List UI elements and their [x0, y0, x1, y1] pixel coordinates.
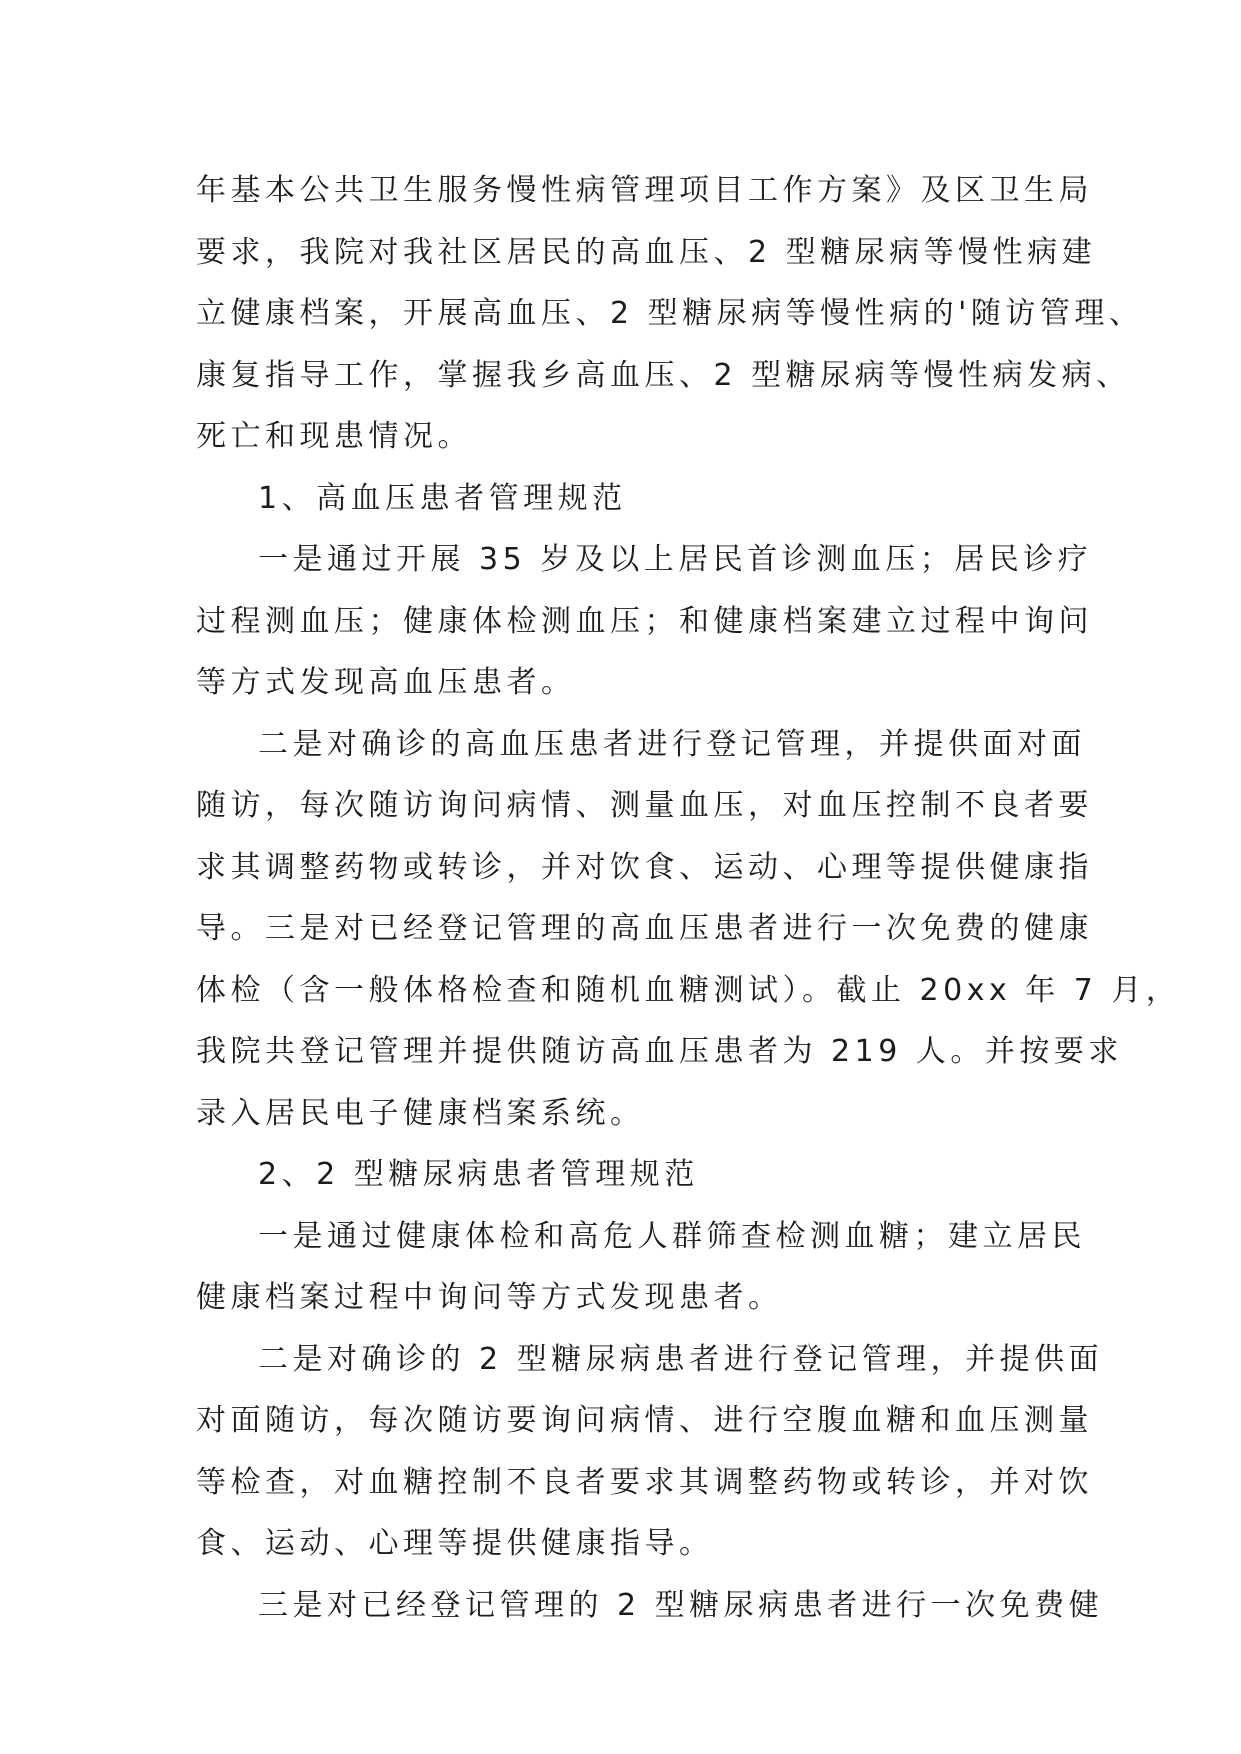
text-line: 死亡和现患情况。	[196, 419, 472, 454]
paragraph-first-line: 三是对已经登记管理的 2 型糖尿病患者进行一次免费健	[258, 1587, 1104, 1623]
text-line: 随访，每次随访询问病情、测量血压，对血压控制不良者要	[196, 788, 1093, 823]
section-heading: 1、高血压患者管理规范	[258, 480, 627, 516]
text-line: 康复指导工作，掌握我乡高血压、2 型糖尿病等慢性病发病、	[196, 357, 1131, 393]
text-line: 导。三是对已经登记管理的高血压患者进行一次免费的健康	[196, 911, 1093, 946]
text-line: 等方式发现高血压患者。	[196, 665, 576, 700]
text-line: 等检查，对血糖控制不良者要求其调整药物或转诊，并对饮	[196, 1464, 1093, 1500]
text-line: 要求，我院对我社区居民的高血压、2 型糖尿病等慢性病建	[196, 234, 1097, 270]
document-body	[196, 160, 1181, 1636]
text-line: 过程测血压；健康体检测血压；和健康档案建立过程中询问	[196, 603, 1093, 639]
text-line: 体检（含一般体格检查和随机血糖测试）。截止 20xx 年 7 月，	[196, 972, 1181, 1008]
text-line: 求其调整药物或转诊，并对饮食、运动、心理等提供健康指	[196, 849, 1093, 885]
paragraph-first-line: 二是对确诊的 2 型糖尿病患者进行登记管理，并提供面	[258, 1341, 1104, 1377]
text-line: 食、运动、心理等提供健康指导。	[196, 1526, 714, 1561]
paragraph-first-line: 一是通过健康体检和高危人群筛查检测血糖；建立居民	[258, 1218, 1086, 1254]
text-line: 录入居民电子健康档案系统。	[196, 1095, 645, 1131]
text-line: 立健康档案，开展高血压、2 型糖尿病等慢性病的'随访管理、	[196, 296, 1144, 331]
section-heading: 2、2 型糖尿病患者管理规范	[258, 1157, 699, 1192]
text-line: 对面随访，每次随访要询问病情、进行空腹血糖和血压测量	[196, 1403, 1093, 1438]
paragraph-first-line: 一是通过开展 35 岁及以上居民首诊测血压；居民诊疗	[258, 542, 1093, 577]
paragraph-first-line: 二是对确诊的高血压患者进行登记管理，并提供面对面	[258, 726, 1086, 762]
text-line: 年基本公共卫生服务慢性病管理项目工作方案》及区卫生局	[196, 173, 1093, 208]
text-line: 我院共登记管理并提供随访高血压患者为 219 人。并按要求	[196, 1034, 1123, 1069]
text-line: 健康档案过程中询问等方式发现患者。	[196, 1280, 783, 1315]
